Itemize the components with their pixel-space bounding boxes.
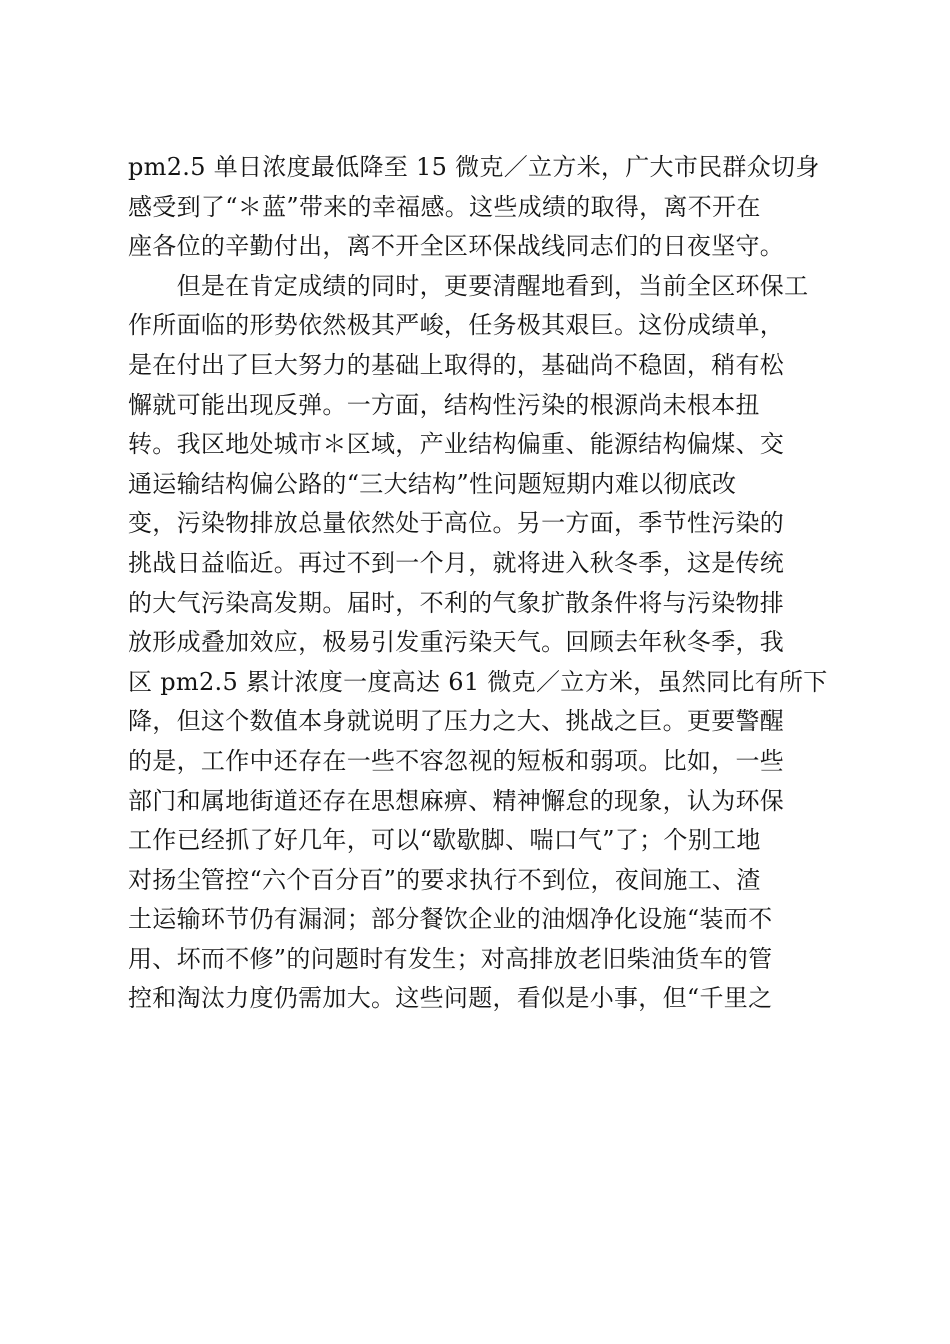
text-line: 用、坏而不修”的问题时有发生；对高排放老旧柴油货车的管 bbox=[128, 944, 773, 973]
text-line: pm2.5 单日浓度最低降至 15 微克／立方米，广大市民群众切身 bbox=[128, 153, 820, 181]
text-line: 座各位的辛勤付出，离不开全区环保战线同志们的日夜坚守。 bbox=[128, 232, 785, 261]
body-text bbox=[128, 148, 828, 1019]
text-line: 的大气污染高发期。届时，不利的气象扩散条件将与污染物排 bbox=[128, 588, 785, 617]
text-line: 挑战日益临近。再过不到一个月，就将进入秋冬季，这是传统 bbox=[128, 548, 785, 577]
text-line: 对扬尘管控“六个百分百”的要求执行不到位，夜间施工、渣 bbox=[128, 865, 761, 894]
text-line: 土运输环节仍有漏洞；部分餐饮企业的油烟净化设施“装而不 bbox=[128, 905, 773, 934]
text-line: 的是，工作中还存在一些不容忽视的短板和弱项。比如，一些 bbox=[128, 746, 785, 775]
text-line: 区 pm2.5 累计浓度一度高达 61 微克／立方米，虽然同比有所下 bbox=[128, 667, 828, 696]
text-line: 部门和属地街道还存在思想麻痹、精神懈怠的现象，认为环保 bbox=[128, 786, 785, 815]
text-line: 通运输结构偏公路的“三大结构”性问题短期内难以彻底改 bbox=[128, 469, 737, 498]
text-line: 放形成叠加效应，极易引发重污染天气。回顾去年秋冬季，我 bbox=[128, 628, 785, 657]
text-line: 转。我区地处城市＊区域，产业结构偏重、能源结构偏煤、交 bbox=[128, 430, 785, 459]
paragraph-start-line: 但是在肯定成绩的同时，更要清醒地看到，当前全区环保工 bbox=[128, 271, 809, 300]
text-line: 降，但这个数值本身就说明了压力之大、挑战之巨。更要警醒 bbox=[128, 707, 785, 736]
text-line: 是在付出了巨大努力的基础上取得的，基础尚不稳固，稍有松 bbox=[128, 350, 785, 379]
text-line: 控和淘汰力度仍需加大。这些问题，看似是小事，但“千里之 bbox=[128, 984, 773, 1013]
text-line: 工作已经抓了好几年，可以“歇歇脚、喘口气”了；个别工地 bbox=[128, 826, 761, 855]
text-line: 感受到了“＊蓝”带来的幸福感。这些成绩的取得，离不开在 bbox=[128, 192, 761, 221]
text-line: 懈就可能出现反弹。一方面，结构性污染的根源尚未根本扭 bbox=[128, 390, 760, 419]
text-line: 变，污染物排放总量依然处于高位。另一方面，季节性污染的 bbox=[128, 509, 785, 538]
text-line: 作所面临的形势依然极其严峻，任务极其艰巨。这份成绩单， bbox=[128, 311, 785, 340]
